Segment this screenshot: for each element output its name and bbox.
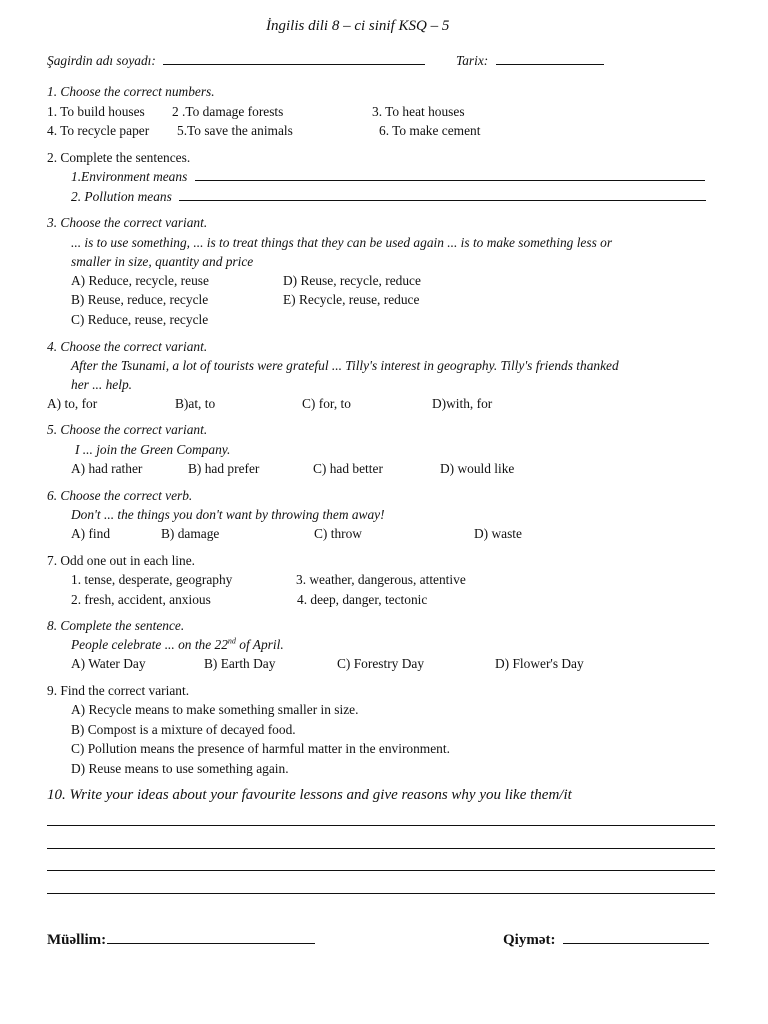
- q10-answer-line-4[interactable]: [47, 893, 715, 894]
- q4-option-d: D)with, for: [432, 396, 493, 411]
- date-field[interactable]: [496, 53, 604, 65]
- q5-option-c: C) had better: [313, 461, 383, 476]
- q2-sentence-1-label: 1.Environment means: [71, 169, 188, 184]
- q2-answer-1-field[interactable]: [195, 169, 705, 181]
- date-row: [456, 53, 604, 69]
- q4-option-a: A) to, for: [47, 396, 98, 411]
- q9-option-c: C) Pollution means the presence of harmful matter in the environment.: [71, 741, 450, 756]
- grade-field[interactable]: [563, 932, 709, 944]
- q1-option-3: 3. To heat houses: [372, 104, 465, 119]
- q8-text: [71, 637, 284, 653]
- teacher-field[interactable]: [107, 932, 315, 944]
- q6-option-c: C) throw: [314, 526, 362, 541]
- q8-question: 8. Complete the sentence.: [47, 618, 185, 633]
- q5-option-d: D) would like: [440, 461, 515, 476]
- date-label: Tarix:: [456, 53, 489, 68]
- student-name-label: Şagirdin adı soyadı:: [47, 53, 156, 68]
- q9-option-d: D) Reuse means to use something again.: [71, 761, 289, 776]
- student-name-field[interactable]: [163, 53, 425, 65]
- teacher-row: [47, 932, 315, 948]
- q8-option-a: A) Water Day: [71, 656, 146, 671]
- grade-row: [503, 932, 709, 948]
- q10-answer-line-1[interactable]: [47, 825, 715, 826]
- q7-line-1: 1. tense, desperate, geography: [71, 572, 233, 587]
- q9-option-a: A) Recycle means to make something smaller in size.: [71, 702, 359, 717]
- q1-question: 1. Choose the correct numbers.: [47, 84, 215, 99]
- page-title: İngilis dili 8 – ci sinif KSQ – 5: [266, 18, 450, 34]
- q1-option-2: 2 .To damage forests: [172, 104, 284, 119]
- q8-text-post: of April.: [235, 637, 284, 652]
- q9-option-b: B) Compost is a mixture of decayed food.: [71, 722, 296, 737]
- q2-sentence-1: [71, 169, 705, 185]
- teacher-label: Müəllim:: [47, 932, 107, 948]
- student-name-row: [47, 53, 425, 69]
- q5-question: 5. Choose the correct variant.: [47, 422, 208, 437]
- q6-option-b: B) damage: [161, 526, 220, 541]
- q3-text-line-2: smaller in size, quantity and price: [71, 254, 254, 269]
- q3-option-a: A) Reduce, recycle, reuse: [71, 273, 209, 288]
- q8-option-d: D) Flower's Day: [495, 656, 584, 671]
- q7-line-3: 3. weather, dangerous, attentive: [296, 572, 466, 587]
- q3-option-c: C) Reduce, reuse, recycle: [71, 312, 209, 327]
- q10-question: 10. Write your ideas about your favourite lessons and give reasons why you like them/it: [47, 787, 572, 803]
- q3-option-b: B) Reuse, reduce, recycle: [71, 292, 209, 307]
- q7-line-2: 2. fresh, accident, anxious: [71, 592, 211, 607]
- q4-option-b: B)at, to: [175, 396, 216, 411]
- q4-question: 4. Choose the correct variant.: [47, 339, 208, 354]
- q2-answer-2-field[interactable]: [179, 189, 706, 201]
- q4-text-line-2: her ... help.: [71, 377, 132, 392]
- q8-text-sup: nd: [227, 636, 236, 646]
- q3-option-e: E) Recycle, reuse, reduce: [283, 292, 420, 307]
- q9-question: 9. Find the correct variant.: [47, 683, 190, 698]
- q3-text-line-1: ... is to use something, ... is to treat things that they can be used again ... is to make something less or: [71, 235, 613, 250]
- q1-option-4: 4. To recycle paper: [47, 123, 150, 138]
- q3-option-d: D) Reuse, recycle, reduce: [283, 273, 421, 288]
- q8-text-pre: People celebrate ... on the 22: [71, 637, 228, 652]
- q2-sentence-2-label: 2. Pollution means: [71, 189, 172, 204]
- q1-option-6: 6. To make cement: [379, 123, 481, 138]
- q10-answer-line-2[interactable]: [47, 848, 715, 849]
- q6-option-d: D) waste: [474, 526, 522, 541]
- q2-question: 2. Complete the sentences.: [47, 150, 191, 165]
- q1-option-1: 1. To build houses: [47, 104, 145, 119]
- q4-option-c: C) for, to: [302, 396, 351, 411]
- q4-text-line-1: After the Tsunami, a lot of tourists were grateful ... Tilly's interest in geography. Tilly's friends thanked: [71, 358, 619, 373]
- q2-sentence-2: [71, 189, 706, 205]
- q5-text: I ... join the Green Company.: [75, 442, 231, 457]
- q3-question: 3. Choose the correct variant.: [47, 215, 208, 230]
- q6-text: Don't ... the things you don't want by throwing them away!: [71, 507, 385, 522]
- q6-question: 6. Choose the correct verb.: [47, 488, 193, 503]
- q5-option-b: B) had prefer: [188, 461, 260, 476]
- q1-option-5: 5.To save the animals: [177, 123, 293, 138]
- grade-label: Qiymət:: [503, 932, 556, 948]
- q5-option-a: A) had rather: [71, 461, 143, 476]
- q8-option-b: B) Earth Day: [204, 656, 276, 671]
- q7-line-4: 4. deep, danger, tectonic: [297, 592, 428, 607]
- q8-option-c: C) Forestry Day: [337, 656, 425, 671]
- q6-option-a: A) find: [71, 526, 111, 541]
- q7-question: 7. Odd one out in each line.: [47, 553, 196, 568]
- q10-answer-line-3[interactable]: [47, 870, 715, 871]
